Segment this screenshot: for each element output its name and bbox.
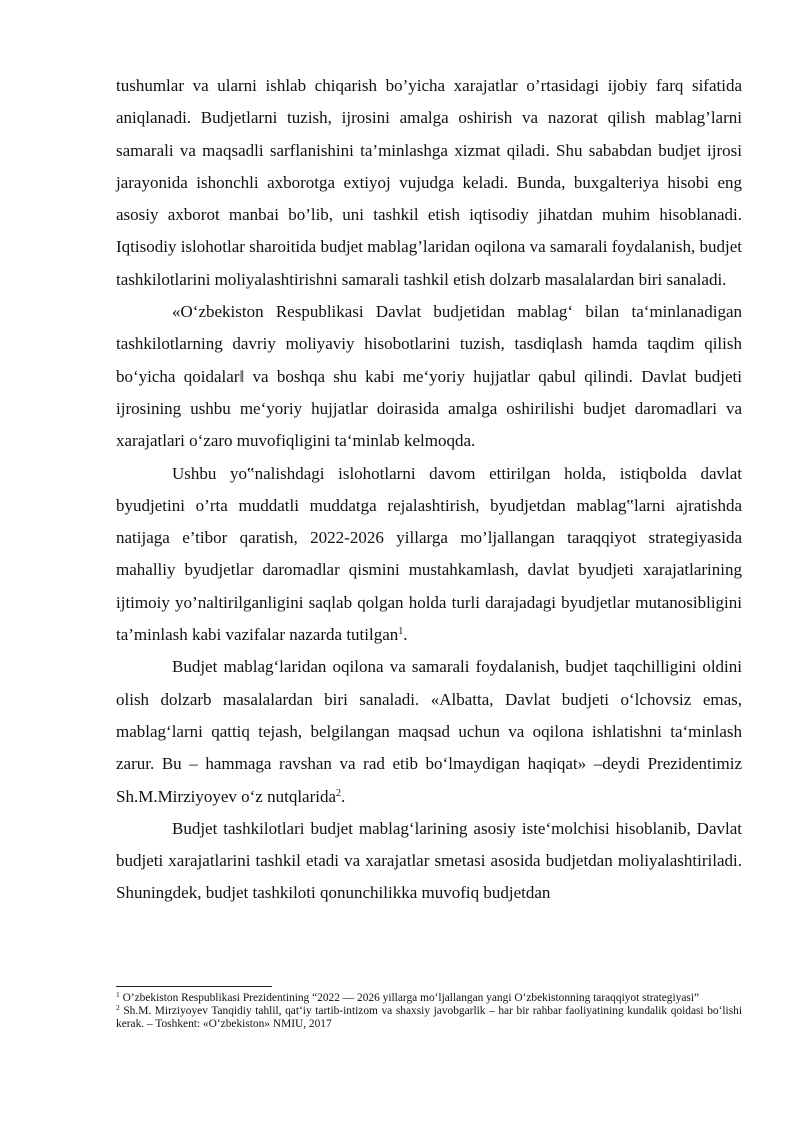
paragraph-text: Ushbu yo‟nalishdagi islohotlarni davom ettirilgan holda, istiqbolda davlat byudjetini o’rta muddatli muddatga rejalashtirish, byudjetdan mablag‟larni ajratishda natijaga e’tibor qaratish, 2022-2026 yillarga mo’ljallangan taraqqiyot strategiyasida mahalliy byudjetlar daromadlar qismini mustahkamlash, davlat byudjeti xarajatlarining ijtimoiy yo’naltirilganligini saqlab qolgan holda turli darajadagi byudjetlar mutanosibligini ta’minlash kabi vazifalar nazarda tutilgan <box>116 463 742 645</box>
body-text <box>116 70 742 910</box>
paragraph-end: . <box>403 625 408 645</box>
footnote-number: 2 <box>116 1003 120 1012</box>
footnote-number: 1 <box>116 990 120 999</box>
footnotes <box>116 992 742 1031</box>
paragraph: Budjet tashkilotlari budjet mablag‘larining asosiy iste‘molchisi hisoblanib, Davlat budjeti xarajatlarini tashkil etadi va xarajatlar smetasi asosida budjetdan moliyalashtiriladi. Shuningdek, budjet tashkiloti qonunchilikka muvofiq budjetdan <box>116 818 742 903</box>
footnote <box>116 1005 742 1031</box>
footnote-ref[interactable]: 1 <box>398 626 404 638</box>
footnote-text: O’zbekiston Respublikasi Prezidentining “2022 — 2026 yillarga mo‘ljallangan yangi O‘zbekistonning taraqqiyot strategiyasi” <box>119 992 700 1004</box>
paragraph-end: . <box>341 786 346 806</box>
paragraph <box>116 651 742 812</box>
paragraph <box>116 458 742 652</box>
paragraph-text: Budjet mablag‘laridan oqilona va samarali foydalanish, budjet taqchilligini oldini olish dolzarb masalalardan biri sanaladi. «Albatta, Davlat budjeti o‘lchovsiz emas, mablag‘larni qattiq tejash, belgilangan maqsad uchun va oqilona ishlatishni ta‘minlash zarur. Bu – hammaga ravshan va rad etib bo‘lmaydigan haqiqat» –deydi Prezidentimiz Sh.M.Mirziyoyev o‘z nutqlarida <box>116 657 742 806</box>
footnote-ref[interactable]: 2 <box>336 787 342 799</box>
footnote-separator <box>116 986 272 987</box>
footnote-text: Sh.M. Mirziyoyev Tanqidiy tahlil, qat‘iy tartib-intizom va shaxsiy javobgarlik – har bir rahbar faoliyatining kundalik qoidasi bo‘lishi kerak. – Toshkent: «O‘zbekiston» NMIU, 2017 <box>116 1005 742 1030</box>
paragraph: tushumlar va ularni ishlab chiqarish bo’yicha xarajatlar o’rtasidagi ijobiy farq sifatida aniqlanadi. Budjetlarni tuzish, ijrosini amalga oshirish va nazorat qilish mablag’larni samarali va maqsadli sarflanishini ta’minlashga xizmat qiladi. Shu sababdan budjet ijrosi jarayonida ishonchli axborotga extiyoj vujudga keladi. Bunda, buxgalteriya hisobi eng asosiy axborot manbai bo’lib, uni tashkil etish iqtisodiy jihatdan muhim hisoblanadi. Iqtisodiy islohotlar sharoitida budjet mablag’laridan oqilona va samarali foydalanish, budjet tashkilotlarini moliyalashtirishni samarali tashkil etish dolzarb masalalardan biri sanaladi. <box>116 76 743 289</box>
footnote <box>116 992 742 1005</box>
paragraph: «O‘zbekiston Respublikasi Davlat budjetidan mablag‘ bilan ta‘minlanadigan tashkilotlarning davriy moliyaviy hisobotlarini tuzish, tasdiqlash hamda taqdim qilish bo‘yicha qoidalar‖ va boshqa shu kabi me‘yoriy hujjatlar qabul qilindi. Davlat budjeti ijrosining ushbu me‘yoriy hujjatlar doirasida amalga oshirilishi budjet daromadlari va xarajatlari o‘zaro muvofiqligini ta‘minlab kelmoqda. <box>116 302 742 451</box>
